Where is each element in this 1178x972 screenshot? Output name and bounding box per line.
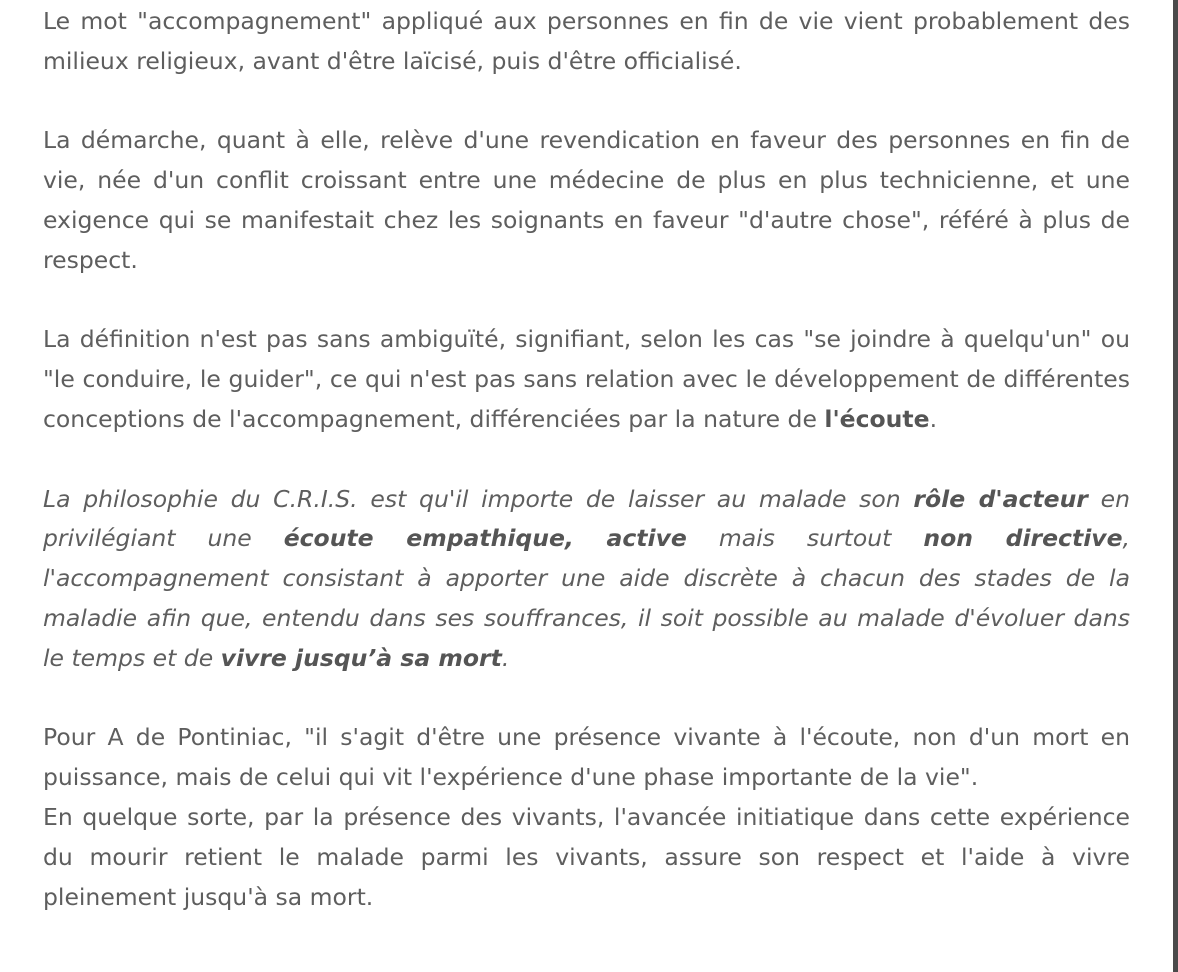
definition-text-2: . (929, 404, 938, 433)
philosophie-text-1: La philosophie du C.R.I.S. est qu'il importe de laisser au malade son (43, 484, 914, 513)
paragraph-accompagnement-origin: Le mot "accompagnement" appliqué aux personnes en fin de vie vient probablement des milieux religieux, avant d'être laïcisé, puis d'être officialisé. (43, 7, 1130, 75)
paragraph-en-quelque-sorte: En quelque sorte, par la présence des vivants, l'avancée initiatique dans cette expérience du mourir retient le malade parmi les vivants, assure son respect et l'aide à vivre pleinement jusqu'à sa mort. (43, 802, 1130, 911)
philosophie-emphasis-non-directive: non directive (923, 524, 1123, 553)
paragraph-definition (43, 320, 1130, 439)
philosophie-text-4: , l'accompagnement consistant à apporter une aide discrète à chacun des stades de la maladie afin que, entendu dans ses souffrances, il soit possible au malade d'évoluer dans le temps et de (43, 524, 1131, 672)
definition-emphasis-ecoute: l'écoute (824, 404, 930, 433)
philosophie-text-3: mais surtout (686, 524, 924, 553)
definition-text-1: La définition n'est pas sans ambiguïté, signifiant, selon les cas "se joindre à quelqu'un" ou "le conduire, le guider", ce qui n'est pas sans relation avec le développement de différentes conceptions de l'accompagnement, différenciées par la nature de (43, 325, 1130, 433)
paragraph-philosophie-cris (43, 480, 1130, 679)
paragraph-demarche: La démarche, quant à elle, relève d'une revendication en faveur des personnes en fin de vie, née d'un conflit croissant entre une médecine de plus en plus technicienne, et une exigence qui se manifestait chez les soignants en faveur "d'autre chose", référé à plus de respect. (43, 126, 1130, 274)
article-body (43, 2, 1130, 917)
philosophie-emphasis-role-acteur: rôle d'acteur (913, 484, 1088, 513)
paragraph-pontiniac-quote: Pour A de Pontiniac, "il s'agit d'être une présence vivante à l'écoute, non d'un mort en puissance, mais de celui qui vit l'expérience d'une phase importante de la vie". (43, 723, 1130, 792)
philosophie-text-2: en privilégiant une (43, 484, 1130, 553)
philosophie-emphasis-vivre-jusqua-sa-mort: vivre jusqu’à sa mort (220, 643, 502, 672)
right-border-rule (1173, 0, 1178, 972)
philosophie-text-5: . (501, 643, 510, 672)
philosophie-emphasis-ecoute-empathique: écoute empathique, active (283, 524, 687, 553)
